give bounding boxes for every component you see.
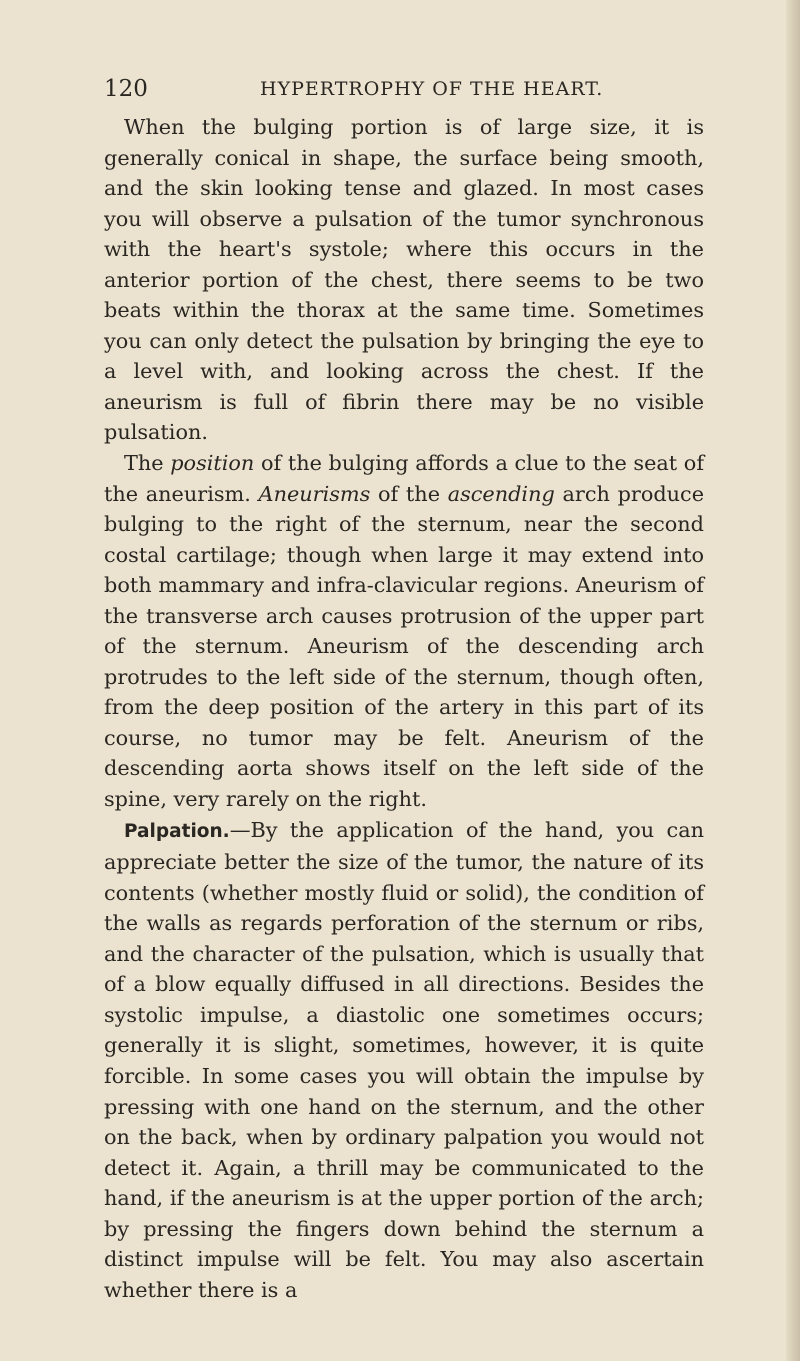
- emphasis-aneurisms: Aneurisms: [258, 481, 371, 506]
- page-number: 120: [104, 76, 148, 102]
- text-span: of the bulging affords a clue to the seat of the aneurism.: [104, 451, 705, 506]
- paragraph-palpation: [104, 815, 704, 1306]
- text-span: —By the application of the hand, you can appreciate better the size of the tumor, the nature of its contents (whether mostly fluid or solid), the condition of the walls as regards perforation of the sternum or ribs, and the character of the pulsation, which is usually that of a blow equally diffused in all directions. Besides the systolic impulse, a diastolic one sometimes occurs; generally it is slight, sometimes, however, it is quite forcible. In some cases you will obtain the impulse by pressing with one hand on the sternum, and the other on the back, when by ordinary palpation you would not detect it. Again, a thrill may be communicated to the hand, if the aneurism is at the upper portion of the arch; by pressing the fingers down behind the sternum a distinct impulse will be felt. You may also ascertain whether there is a: [104, 817, 704, 1302]
- emphasis-position: position: [170, 451, 255, 476]
- text-span: of the: [370, 481, 448, 506]
- paragraph-bulging: When the bulging portion is of large size, it is generally conical in shape, the surface being smooth, and the skin looking tense and glazed. In most cases you will observe a pulsation of the tumor synchronous with the heart's systole; where this occurs in the anterior portion of the chest, there seems to be two beats within the thorax at the same time. Sometimes you can only detect the pulsation by bringing the eye to a level with, and looking across the chest. If the aneurism is full of fibrin there may be no visible pulsation.: [104, 115, 704, 445]
- section-heading-palpation: Palpation.: [124, 820, 230, 842]
- text-span: The: [124, 451, 171, 476]
- emphasis-ascending: ascending: [447, 481, 555, 506]
- page-header: [104, 76, 704, 106]
- text-span: arch produce bulging to the right of the sternum, near the second costal cartilage; though when large it may extend into both mammary and infra-clavicular regions. Aneurism of the transverse arch causes protrusion of the upper part of the sternum. Aneurism of the descending arch protrudes to the left side of the sternum, though often, from the deep position of the artery in this part of its course, no tumor may be felt. Aneurism of the descending aorta shows itself on the left side of the spine, very rarely on the right.: [104, 481, 705, 812]
- running-title: HYPERTROPHY OF THE HEART.: [260, 78, 604, 100]
- paragraph-position: [104, 448, 704, 815]
- page-edge: [786, 0, 800, 1361]
- body-text: [104, 112, 704, 1305]
